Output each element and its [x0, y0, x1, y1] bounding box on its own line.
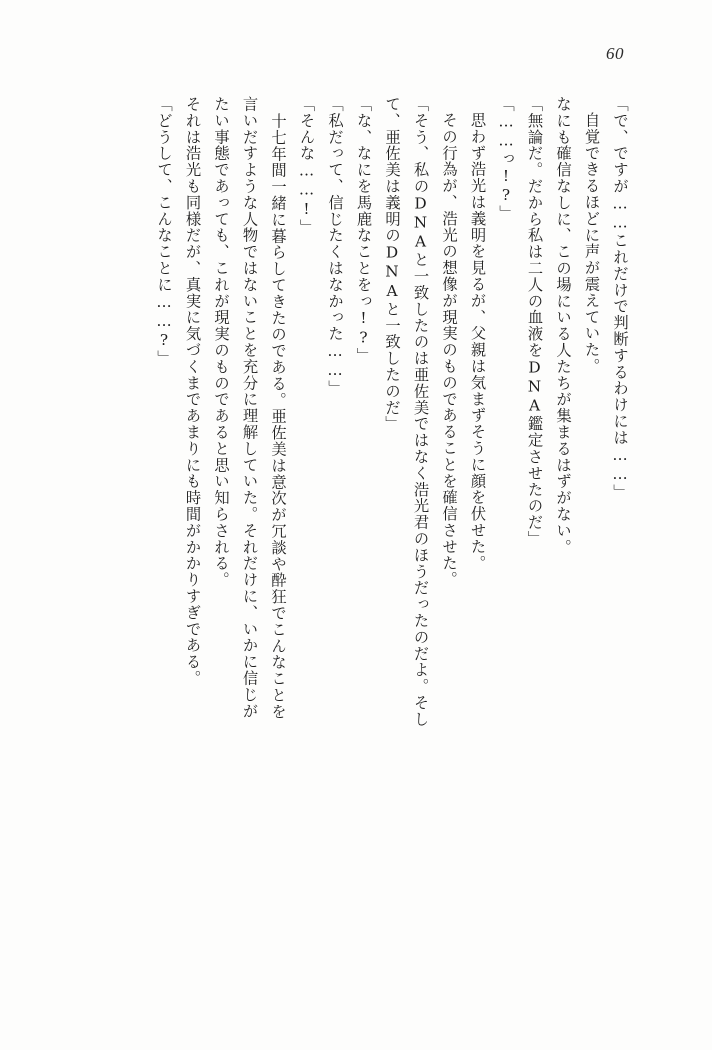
text-line: それは浩光も同様だが、真実に気づくまであまりにも時間がかかりすぎである。	[183, 96, 202, 687]
text-line: 「……っ!?」	[497, 96, 515, 222]
text-line: たい事態であっても、これが現実のものであると思い知らされる。	[212, 96, 230, 588]
text-line: 「で、ですが……これだけで判断するわけには……」	[611, 96, 629, 501]
text-line: 自覚できるほどに声が震えていた。	[582, 112, 601, 375]
text-line: 思わず浩光は義明を見るが、父親は気まずそうに顔を伏せた。	[468, 112, 487, 572]
text-line: 「そう、私のDNAと一致したのは亜佐美ではなく浩光君のほうだったのだよ。そし	[411, 96, 430, 728]
text-line: 「そんな……!」	[297, 96, 316, 236]
page-number: 60	[606, 44, 624, 63]
text-line: 「な、なにを馬鹿なことをっ!?」	[354, 96, 373, 364]
text-line: その行為が、浩光の想像が現実のものであることを確信させた。	[440, 112, 458, 588]
text-line: 「どうして、こんなことに……?」	[155, 96, 173, 367]
text-line: 十七年間一緒に暮らしてきたのである。亜佐美は意次が冗談や酔狂でこんなことを	[269, 113, 287, 720]
vertical-text-body	[78, 96, 634, 990]
text-line: 言いだすような人物ではないことを充分に理解していた。それだけに、いかに信じが	[240, 96, 259, 720]
text-line: 「無論だ。だから私は二人の血液をDNA鑑定させたのだ」	[525, 96, 544, 547]
text-line: て、亜佐美は義明のDNAと一致したのだ」	[383, 96, 401, 433]
text-line: なにも確信なしに、この場にいる人たちが集まるはずがない。	[554, 96, 572, 556]
text-line: 「私だって、信じたくはなかった……」	[326, 96, 344, 397]
